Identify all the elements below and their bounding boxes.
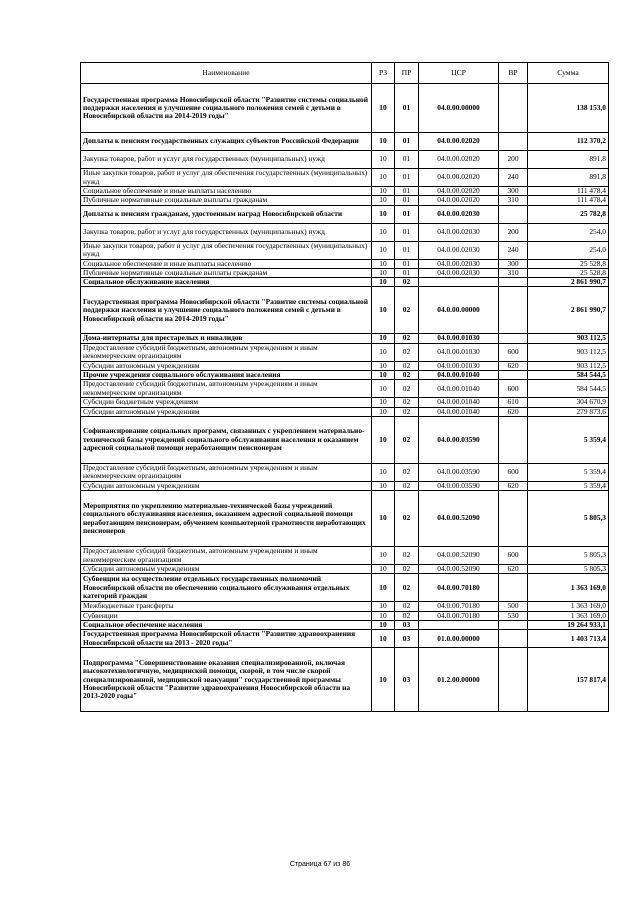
row-vr: 200 [499, 223, 528, 241]
row-pr: 02 [395, 481, 419, 490]
row-name: Субсидии автономным учреждениям [81, 565, 372, 574]
table-row [81, 648, 609, 712]
row-sum: 903 112,5 [528, 334, 609, 343]
row-name: Предоставление субсидий бюджетным, автономным учреждениям и иным некоммерческим организациям [81, 547, 372, 565]
table-row [81, 268, 609, 277]
row-vr: 310 [499, 196, 528, 205]
row-vr: 240 [499, 169, 528, 187]
row-csr: 04.0.00.01040 [419, 398, 499, 407]
row-pr: 01 [395, 133, 419, 151]
table-row [81, 278, 609, 287]
row-name: Государственная программа Новосибирской области "Развитие здравоохранения Новосибирской области на 2013 - 2020 годы" [81, 630, 372, 648]
row-rz: 10 [372, 187, 395, 196]
row-vr: 310 [499, 268, 528, 277]
table-row [81, 611, 609, 620]
row-name: Социальное обеспечение и иные выплаты населению [81, 259, 372, 268]
row-pr: 01 [395, 241, 419, 259]
row-csr: 04.0.00.70180 [419, 611, 499, 620]
row-vr: 600 [499, 463, 528, 481]
table-row [81, 602, 609, 611]
row-vr: 530 [499, 611, 528, 620]
row-pr: 01 [395, 205, 419, 223]
row-rz: 10 [372, 223, 395, 241]
row-vr [499, 648, 528, 712]
row-rz: 10 [372, 84, 395, 133]
row-sum: 157 817,4 [528, 648, 609, 712]
table-body [81, 84, 609, 712]
row-csr: 04.0.00.52090 [419, 547, 499, 565]
row-name: Публичные нормативные социальные выплаты гражданам [81, 268, 372, 277]
row-name: Иные закупки товаров, работ и услуг для обеспечения государственных (муниципальных) нужд [81, 241, 372, 259]
row-pr: 01 [395, 259, 419, 268]
row-pr: 02 [395, 416, 419, 463]
row-csr: 04.0.00.02020 [419, 151, 499, 169]
row-name: Социальное обеспечение населения [81, 620, 372, 629]
row-rz: 10 [372, 259, 395, 268]
row-vr: 200 [499, 151, 528, 169]
header-vr: ВР [499, 63, 528, 84]
row-name: Софинансирование социальных программ, связанных с укреплением материально-технической базы учреждений социального обслуживания населения и оказанием адресной социальной помощи неработающим пенсионерам [81, 416, 372, 463]
table-row [81, 196, 609, 205]
row-name: Субсидии бюджетным учреждениям [81, 398, 372, 407]
table-row [81, 334, 609, 343]
row-name: Государственная программа Новосибирской области "Развитие системы социальной поддержки населения и улучшение социального положения семей с детьми в Новосибирской области на 2014-2019 годы" [81, 84, 372, 133]
row-vr: 620 [499, 565, 528, 574]
row-vr [499, 287, 528, 334]
table-row [81, 416, 609, 463]
row-csr: 04.0.00.03590 [419, 481, 499, 490]
row-sum: 1 403 713,4 [528, 630, 609, 648]
header-sum: Сумма [528, 63, 609, 84]
row-pr: 02 [395, 463, 419, 481]
row-sum: 254,0 [528, 223, 609, 241]
row-rz: 10 [372, 574, 395, 602]
row-sum: 111 478,4 [528, 196, 609, 205]
table-row [81, 630, 609, 648]
row-vr: 620 [499, 407, 528, 416]
row-rz: 10 [372, 380, 395, 398]
row-csr: 04.0.00.52090 [419, 565, 499, 574]
row-sum: 25 782,8 [528, 205, 609, 223]
row-name: Субвенции на осуществление отдельных государственных полномочий Новосибирской области по обеспечению социального обслуживания отдельных категорий граждан [81, 574, 372, 602]
row-vr [499, 205, 528, 223]
table-row [81, 169, 609, 187]
row-csr: 04.0.00.01040 [419, 407, 499, 416]
row-csr: 04.0.00.02030 [419, 241, 499, 259]
row-vr: 300 [499, 187, 528, 196]
row-vr: 500 [499, 602, 528, 611]
row-csr: 04.0.00.01030 [419, 361, 499, 370]
row-rz: 10 [372, 648, 395, 712]
row-sum: 5 805,3 [528, 491, 609, 547]
row-pr: 01 [395, 187, 419, 196]
row-csr: 04.0.00.01030 [419, 343, 499, 361]
row-rz: 10 [372, 416, 395, 463]
row-sum: 5 359,4 [528, 481, 609, 490]
row-rz: 10 [372, 151, 395, 169]
row-csr: 01.0.00.00000 [419, 630, 499, 648]
row-name: Предоставление субсидий бюджетным, автономным учреждениям и иным некоммерческим организациям [81, 380, 372, 398]
budget-table [80, 62, 609, 712]
row-vr [499, 278, 528, 287]
row-name: Закупка товаров, работ и услуг для государственных (муниципальных) нужд [81, 151, 372, 169]
row-rz: 10 [372, 630, 395, 648]
row-csr: 04.0.00.00000 [419, 287, 499, 334]
row-sum: 584 544,5 [528, 370, 609, 379]
row-pr: 03 [395, 620, 419, 629]
row-name: Субвенции [81, 611, 372, 620]
row-sum: 5 805,3 [528, 565, 609, 574]
row-csr: 04.0.00.01040 [419, 370, 499, 379]
row-name: Доплаты к пенсиям гражданам, удостоенным наград Новосибирской области [81, 205, 372, 223]
row-pr: 02 [395, 398, 419, 407]
row-pr: 01 [395, 151, 419, 169]
row-csr: 04.0.00.02020 [419, 169, 499, 187]
row-rz: 10 [372, 361, 395, 370]
row-rz: 10 [372, 196, 395, 205]
row-csr: 04.0.00.02020 [419, 133, 499, 151]
row-pr: 02 [395, 547, 419, 565]
row-name: Социальное обеспечение и иные выплаты населению [81, 187, 372, 196]
row-sum: 138 153,0 [528, 84, 609, 133]
table-row [81, 407, 609, 416]
row-name: Прочие учреждения социального обслуживания населения [81, 370, 372, 379]
row-rz: 10 [372, 481, 395, 490]
row-pr: 01 [395, 268, 419, 277]
row-sum: 112 370,2 [528, 133, 609, 151]
row-name: Субсидии автономным учреждениям [81, 407, 372, 416]
row-vr [499, 84, 528, 133]
header-name: Наименование [81, 63, 372, 84]
row-name: Мероприятия по укреплению материально-технической базы учреждений социального обслуживания населения, оказанием адресной социальной помощи неработающим пенсионерам, обучением компьютерной грамотности неработающих пенсионеров [81, 491, 372, 547]
row-csr: 04.0.00.02020 [419, 187, 499, 196]
table-row [81, 361, 609, 370]
table-row [81, 223, 609, 241]
row-csr: 04.0.00.00000 [419, 84, 499, 133]
table-row [81, 84, 609, 133]
header-rz: РЗ [372, 63, 395, 84]
row-pr: 02 [395, 574, 419, 602]
row-rz: 10 [372, 343, 395, 361]
table-header-row [81, 63, 609, 84]
row-sum: 111 478,4 [528, 187, 609, 196]
row-sum: 891,8 [528, 169, 609, 187]
row-name: Субсидии автономным учреждениям [81, 361, 372, 370]
row-vr: 600 [499, 547, 528, 565]
row-name: Иные закупки товаров, работ и услуг для обеспечения государственных (муниципальных) нужд [81, 169, 372, 187]
row-rz: 10 [372, 463, 395, 481]
row-sum: 304 670,9 [528, 398, 609, 407]
row-pr: 02 [395, 370, 419, 379]
table-row [81, 620, 609, 629]
row-name: Закупка товаров, работ и услуг для государственных (муниципальных) нужд [81, 223, 372, 241]
row-pr: 02 [395, 602, 419, 611]
table-row [81, 463, 609, 481]
row-vr: 600 [499, 380, 528, 398]
row-rz: 10 [372, 491, 395, 547]
header-pr: ПР [395, 63, 419, 84]
row-rz: 10 [372, 133, 395, 151]
row-sum: 584 544,5 [528, 380, 609, 398]
table-row [81, 547, 609, 565]
row-pr: 02 [395, 611, 419, 620]
row-name: Публичные нормативные социальные выплаты гражданам [81, 196, 372, 205]
row-csr: 04.0.00.02030 [419, 259, 499, 268]
row-csr [419, 620, 499, 629]
row-rz: 10 [372, 565, 395, 574]
row-sum: 254,0 [528, 241, 609, 259]
table-row [81, 343, 609, 361]
row-sum: 5 805,3 [528, 547, 609, 565]
row-vr [499, 630, 528, 648]
table-row [81, 241, 609, 259]
row-rz: 10 [372, 611, 395, 620]
row-rz: 10 [372, 205, 395, 223]
row-rz: 10 [372, 602, 395, 611]
row-sum: 1 363 169,0 [528, 611, 609, 620]
row-name: Подпрограмма "Совершенствование оказания специализированной, включая высокотехнологичную, медицинской помощи, скорой, в том числе скорой специализированной, медицинской эвакуации" государственной программы Новосибирской области "Развитие здравоохранения Новосибирской области на 2013-2020 годы" [81, 648, 372, 712]
row-sum: 903 112,5 [528, 343, 609, 361]
row-pr: 01 [395, 84, 419, 133]
row-vr: 620 [499, 481, 528, 490]
row-rz: 10 [372, 370, 395, 379]
row-sum: 1 363 169,0 [528, 574, 609, 602]
row-name: Социальное обслуживание населения [81, 278, 372, 287]
row-rz: 10 [372, 547, 395, 565]
row-pr: 02 [395, 278, 419, 287]
row-sum: 19 264 933,1 [528, 620, 609, 629]
row-rz: 10 [372, 334, 395, 343]
row-name: Дома-интернаты для престарелых и инвалидов [81, 334, 372, 343]
row-csr: 04.0.00.01040 [419, 380, 499, 398]
row-rz: 10 [372, 398, 395, 407]
row-rz: 10 [372, 278, 395, 287]
row-csr: 04.0.00.03590 [419, 463, 499, 481]
row-rz: 10 [372, 169, 395, 187]
row-sum: 891,8 [528, 151, 609, 169]
table-row [81, 380, 609, 398]
row-sum: 5 359,4 [528, 416, 609, 463]
row-sum: 279 873,6 [528, 407, 609, 416]
table-row [81, 187, 609, 196]
row-vr [499, 620, 528, 629]
table-row [81, 133, 609, 151]
row-pr: 02 [395, 287, 419, 334]
table-row [81, 370, 609, 379]
row-vr [499, 370, 528, 379]
row-csr: 04.0.00.02030 [419, 205, 499, 223]
row-csr: 01.2.00.00000 [419, 648, 499, 712]
row-pr: 02 [395, 343, 419, 361]
row-vr: 600 [499, 343, 528, 361]
row-pr: 02 [395, 491, 419, 547]
row-name: Государственная программа Новосибирской области "Развитие системы социальной поддержки населения и улучшение социального положения семей с детьми в Новосибирской области на 2014-2019 годы" [81, 287, 372, 334]
row-rz: 10 [372, 287, 395, 334]
row-name: Межбюджетные трансферты [81, 602, 372, 611]
row-pr: 02 [395, 407, 419, 416]
table-row [81, 151, 609, 169]
row-sum: 25 528,8 [528, 259, 609, 268]
row-sum: 25 528,8 [528, 268, 609, 277]
row-sum: 903 112,5 [528, 361, 609, 370]
row-vr [499, 491, 528, 547]
row-pr: 02 [395, 380, 419, 398]
row-pr: 03 [395, 630, 419, 648]
row-csr [419, 278, 499, 287]
table-row [81, 205, 609, 223]
row-vr: 300 [499, 259, 528, 268]
row-csr: 04.0.00.01030 [419, 334, 499, 343]
row-vr [499, 416, 528, 463]
row-csr: 04.0.00.70180 [419, 602, 499, 611]
table-row [81, 481, 609, 490]
row-csr: 04.0.00.02020 [419, 196, 499, 205]
row-vr [499, 574, 528, 602]
row-rz: 10 [372, 241, 395, 259]
row-csr: 04.0.00.03590 [419, 416, 499, 463]
row-pr: 01 [395, 223, 419, 241]
row-name: Доплаты к пенсиям государственных служащих субъектов Российской Федерации [81, 133, 372, 151]
row-rz: 10 [372, 620, 395, 629]
row-sum: 1 363 169,0 [528, 602, 609, 611]
row-csr: 04.0.00.02030 [419, 268, 499, 277]
row-vr: 610 [499, 398, 528, 407]
row-sum: 2 861 990,7 [528, 278, 609, 287]
row-pr: 01 [395, 169, 419, 187]
table-row [81, 491, 609, 547]
row-pr: 02 [395, 334, 419, 343]
row-vr [499, 133, 528, 151]
row-sum: 2 861 990,7 [528, 287, 609, 334]
table-row [81, 565, 609, 574]
page-number: Страница 67 из 86 [289, 861, 351, 868]
row-rz: 10 [372, 268, 395, 277]
row-csr: 04.0.00.70180 [419, 574, 499, 602]
row-pr: 02 [395, 361, 419, 370]
row-vr: 240 [499, 241, 528, 259]
row-vr: 620 [499, 361, 528, 370]
header-csr: ЦСР [419, 63, 499, 84]
row-rz: 10 [372, 407, 395, 416]
row-name: Предоставление субсидий бюджетным, автономным учреждениям и иным некоммерческим организациям [81, 463, 372, 481]
row-sum: 5 359,4 [528, 463, 609, 481]
row-pr: 03 [395, 648, 419, 712]
row-csr: 04.0.00.52090 [419, 491, 499, 547]
row-vr [499, 334, 528, 343]
row-csr: 04.0.00.02030 [419, 223, 499, 241]
table-row [81, 259, 609, 268]
row-name: Предоставление субсидий бюджетным, автономным учреждениям и иным некоммерческим организациям [81, 343, 372, 361]
table-row [81, 398, 609, 407]
row-pr: 02 [395, 565, 419, 574]
table-row [81, 287, 609, 334]
row-name: Субсидии автономным учреждениям [81, 481, 372, 490]
table-row [81, 574, 609, 602]
row-pr: 01 [395, 196, 419, 205]
